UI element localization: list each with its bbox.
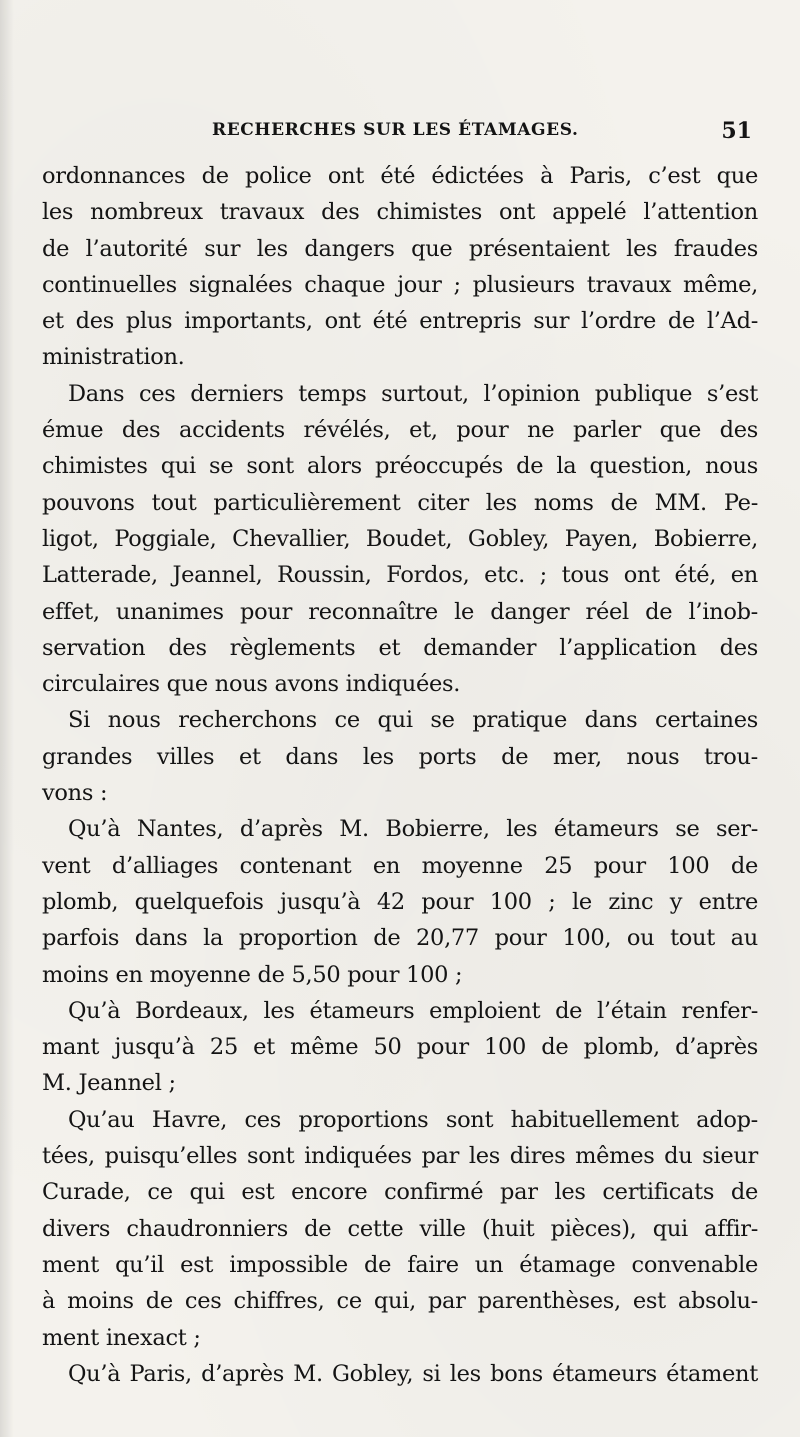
page-gutter-shadow xyxy=(0,0,14,1437)
text-line: vons : xyxy=(42,780,108,807)
text-line: servation des règlements et demander l’application des xyxy=(42,634,758,661)
text-line: tées, puisqu’elles sont indiquées par les dires mêmes du sieur xyxy=(42,1143,758,1170)
text-line: plomb, quelquefois jusqu’à 42 pour 100 ; le zinc y entre xyxy=(42,888,758,915)
text-line: Si nous recherchons ce qui se pratique dans certaines xyxy=(68,707,758,734)
text-line: ministration. xyxy=(42,344,185,371)
running-title: RECHERCHES SUR LES ÉTAMAGES. xyxy=(212,120,579,140)
text-line: circulaires que nous avons indiquées. xyxy=(42,671,461,698)
text-line: parfois dans la proportion de 20,77 pour 100, ou tout au xyxy=(42,925,758,952)
text-line: Qu’au Havre, ces proportions sont habituellement adop- xyxy=(68,1106,758,1133)
text-line: pouvons tout particulièrement citer les noms de MM. Pe- xyxy=(42,489,758,516)
text-line: ordonnances de police ont été édictées à Paris, c’est que xyxy=(42,163,758,189)
text-line: Dans ces derniers temps surtout, l’opinion publique s’est xyxy=(68,380,758,407)
text-line: Qu’à Paris, d’après M. Gobley, si les bons étameurs étament xyxy=(68,1360,758,1387)
text-line: Latterade, Jeannel, Roussin, Fordos, etc. ; tous ont été, en xyxy=(42,562,758,589)
text-line: mant jusqu’à 25 et même 50 pour 100 de plomb, d’après xyxy=(42,1034,758,1061)
page-header xyxy=(42,118,758,148)
text-line: grandes villes et dans les ports de mer, nous trou- xyxy=(42,743,758,770)
text-line: émue des accidents révélés, et, pour ne parler que des xyxy=(42,417,758,444)
text-line: les nombreux travaux des chimistes ont appelé l’attention xyxy=(42,199,758,226)
text-line: continuelles signalées chaque jour ; plusieurs travaux même, xyxy=(42,271,758,298)
page-number: 51 xyxy=(721,118,752,144)
text-line: de l’autorité sur les dangers que présentaient les fraudes xyxy=(42,235,758,262)
body-text xyxy=(42,158,758,1392)
text-line: et des plus importants, ont été entrepris sur l’ordre de l’Ad- xyxy=(42,308,758,335)
text-line: à moins de ces chiffres, ce qui, par parenthèses, est absolu- xyxy=(42,1288,758,1315)
text-line: ligot, Poggiale, Chevallier, Boudet, Gobley, Payen, Bobierre, xyxy=(42,525,758,552)
text-line: moins en moyenne de 5,50 pour 100 ; xyxy=(42,961,463,988)
text-line: vent d’alliages contenant en moyenne 25 pour 100 de xyxy=(42,852,758,879)
text-line: ment qu’il est impossible de faire un étamage convenable xyxy=(42,1251,758,1278)
text-line: chimistes qui se sont alors préoccupés de la question, nous xyxy=(42,453,758,480)
text-line: divers chaudronniers de cette ville (huit pièces), qui affir- xyxy=(42,1215,758,1242)
text-line: Curade, ce qui est encore confirmé par les certificats de xyxy=(42,1179,758,1206)
text-line: ment inexact ; xyxy=(42,1324,201,1351)
text-line: Qu’à Nantes, d’après M. Bobierre, les étameurs se ser- xyxy=(68,816,758,843)
text-line: M. Jeannel ; xyxy=(42,1070,176,1097)
text-line: Qu’à Bordeaux, les étameurs emploient de l’étain renfer- xyxy=(68,997,758,1024)
text-line: effet, unanimes pour reconnaître le danger réel de l’inob- xyxy=(42,598,758,625)
